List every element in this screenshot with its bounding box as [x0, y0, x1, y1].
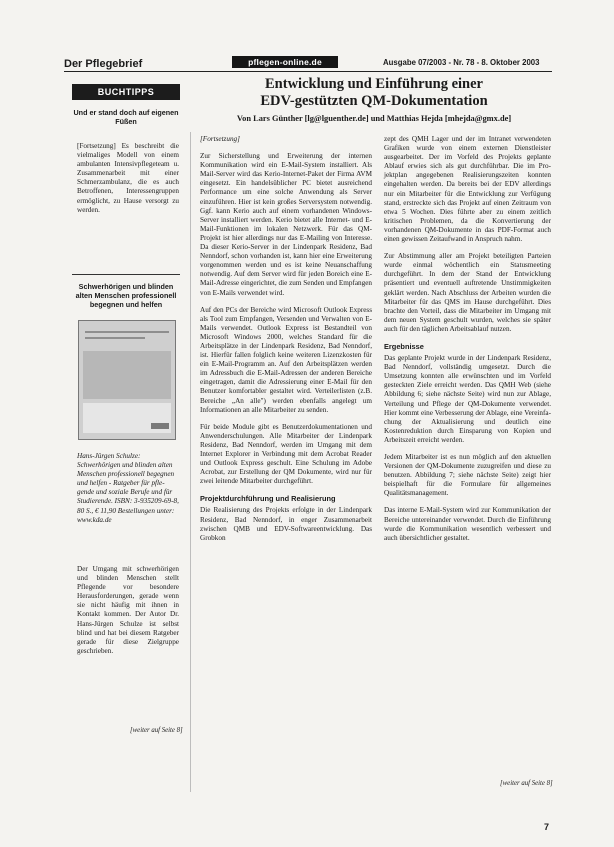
article-authors: Von Lars Günther [lg@lguenther.de] und Matthias Hejda [mhejda@gmx.de]	[236, 114, 512, 123]
sidebar-review-text: Der Umgang mit schwerhörigen und blinden Menschen stellt Pflegende vor besondere Herausforderungen, gerade wenn sie nicht häufig mit ihnen in Kontakt kommen. Der Autor Dr. Hans-Jürgen Schulze ist selbst blind und hat bei diesem Ratgeber gerade für diese Zielgruppe geschrieben.	[77, 565, 179, 655]
continuation-marker: [Fortsetzung]	[200, 135, 240, 143]
sidebar-continued-note: [weiter auf Seite 8]	[130, 727, 183, 734]
article-column-2	[384, 135, 551, 551]
header-divider	[64, 71, 552, 72]
page-number: 7	[544, 822, 550, 832]
sidebar-divider	[72, 274, 180, 275]
paragraph: zept des QMH Lager und der im Intranet verwendeten Grafiken wurde von einem externen Dienstleister ausgearbeitet. Der im Vorfeld des Projekts geplante Ablauf erwies sich als gut durchführbar. Die im Projektplan angegebenen Realisierungszeiten konnten eingehalten werden. Da bereits bei der EDV allerdings nur ein Mitarbeiter für die Entwicklung zur Verfügung stand, erstreckte sich das Projekt auf einen Zeitraum von etwa 5 Wochen. Dies führte aber zu einem zeitlich kritischen Problemen, da die Konvertierung der vorhandenen QM-Dokumente in das PDF-Format auch einen gewissen Zeitaufwand in Anspruch nahm.	[384, 135, 551, 244]
paragraph: Zur Abstimmung aller am Projekt beteiligten Parteien wurde einmal wöchentlich ein Statusmeeting durchgeführt. In dem der Stand der Entwicklung präsentiert und eventuell auftretende Unstimmigkeiten geklärt werden. Nach Abschluss der Arbeiten wurden die Mitarbeiter für das QMS im Hause durchgeführt. Dies brachte den Vorteil, dass die Mitarbeiter im Umgang mit dem neuen System geschult wurden, welches sie später auch für den täglichen Arbeitsablauf nutzen.	[384, 252, 551, 333]
column-separator	[190, 132, 191, 792]
paragraph: Das geplante Projekt wurde in der Lindenpark Residenz, Bad Nenndorf, vollständig umgesetzt. Durch die Umsetzung konnten alle erwünschten und im Vorfeld gesteckten Ziele erreicht werden. Das QMH Web (siehe Abbildung 6; siehe nächste Seite) wird nun zur Ablage, Verteilung und Pflege der QM-Dokumente verwendet. Hier kommt eine Verbesserung der Ablage, eine Vereinfachung der Aktualisierung und deutlich eine Kostenreduktion durch Einsparung von Kopien und Arbeitszeit erreicht werden.	[384, 354, 551, 444]
paragraph: Für beide Module gibt es Benutzerdokumentationen und Anwenderschulungen. Alle Mitarbeiter der Lindenpark Residenz, Bad Nenndorf, werden im Umgang mit dem Internet Explorer in Verbindung mit dem Acrobat Reader und Outlook Express geschult. Eine Schulung im Adobe Acrobat, zur Erstellung der QM Dokumente, wird nur für zwei leitende Mitarbeiter durchgeführt.	[200, 422, 372, 486]
paragraph: Auf den PCs der Bereiche wird Microsoft Outlook Express als Tool zum Empfangen, Versenden und Verwalten von E-Mails verwendet. Outlook Express ist Bestandteil von Microsoft Windows 2000, welches Standard für die Arbeitsplätze in der Lindenpark Residenz, Bad Nenndorf, ist. Hierfür fallen folglich keine weiteren Lizenzkosten für ein E-Mail-Programm an. Auf den Arbeitsplätzen werden im Adressbuch die E-Mail-Adressen der anderen Bereiche eingetragen, damit die Adressierung einer E-Mail für den Benutzer komfortabler gestaltet wird. Verteilerlisten (z.B. Bereiche „An alle") werden ebenfalls angelegt um Informationen an alle Mitarbeiter zu senden.	[200, 305, 372, 414]
book-bibliography: Hans-Jürgen Schulze: Schwerhörigen und blinden alten Menschen professionell begegnen und helfen - Ratgeber für pflegende und soziale Berufe und für Studierende. ISBN: 3-935209-69-8, 80 S., € 11,90 Bestellungen unter: www.kda.de	[77, 452, 179, 524]
article-title-line-2: EDV-gestützten QM-Dokumentation	[260, 93, 488, 109]
article-column-1	[200, 135, 372, 551]
article-title	[196, 76, 552, 110]
sidebar-heading: Und er stand doch auf eigenen Füßen	[73, 108, 179, 126]
book-title: Schwerhörigen und blinden alten Menschen professionell begegnen und helfen	[75, 282, 177, 309]
site-logo: pflegen-online.de	[232, 56, 338, 68]
article-continued-note: [weiter auf Seite 8]	[500, 780, 553, 787]
issue-info: Ausgabe 07/2003 - Nr. 78 - 8. Oktober 2003	[383, 58, 540, 67]
section-heading: Ergebnisse	[384, 341, 424, 351]
section-tab-buchtipps: BUCHTIPPS	[72, 84, 180, 100]
book-cover-image	[78, 320, 176, 440]
paragraph: Das interne E-Mail-System wird zur Kommunikation der Bereiche untereinander verwendet. Durch die Einführung wurde die Kommunikation wesentlich verbessert und auch übersichtlicher gestaltet.	[384, 506, 551, 542]
sidebar-text: [Fortsetzung] Es beschreibt die vielmaliges Modell von einem ambulanten Intensivpflegeteam u. Zusammenarbeit mit einer Schmerzambulanz, die es auch Betroffenen, Interessengruppen ermöglicht, zu Hause versorgt zu werden.	[77, 142, 179, 214]
newsletter-brand: Der Pflegebrief	[64, 58, 143, 70]
paragraph: Jedem Mitarbeiter ist es nun möglich auf den aktuellen Versionen der QM-Dokumente zuzugreifen und diese zu benutzen. Abbildung 7; siehe nächste Seite) zeigt hier beispielhaft für die Formulare für allgemeines Qualitätsmanagement.	[384, 453, 551, 498]
paragraph: Die Realisierung des Projekts erfolgte in der Lindenpark Residenz, Bad Nenndorf, in enger Zusammenarbeit zwischen QMB und EDV-Softwareentwicklung. Das Grobkon	[200, 506, 372, 542]
section-heading: Projektdurchführung und Realisierung	[200, 494, 336, 504]
article-title-line-1: Entwicklung und Einführung einer	[265, 76, 483, 92]
paragraph: Zur Sicherstellung und Erweiterung der internen Kommunikation wird ein E-Mail-System installiert. Als Mail-Server wird das Kerio-Internet-Paket der Firma AVM eingesetzt. Ein handelsüblicher PC bietet ausreichend Performance um eine solche Anwendung als Server einzuführen. Hier ist kein großes Serversystem notwendig. Ggf. kann Kerio auch auf einem vorhandenen Windows-Server installiert werden. Kerio bietet alle Internet- und E-Mail-Funktionen im lokalen Netzwerk. Für das QM-Projekt ist hier allerdings nur das E-Mailing von Interesse. Da dieser Kerio-Server in der Lindenpark Residenz, Bad Nenndorf, schon vorhanden ist, kann hier eine Erweiterung vorgenommen werden und es ist keine Neuanschaffung notwendig. Auf dem Server wird für jeden Boreich eine E-Mail-Adresse eingerichtet, die zum Senden und Empfangen von E-Mails verwendet wird.	[200, 152, 372, 297]
